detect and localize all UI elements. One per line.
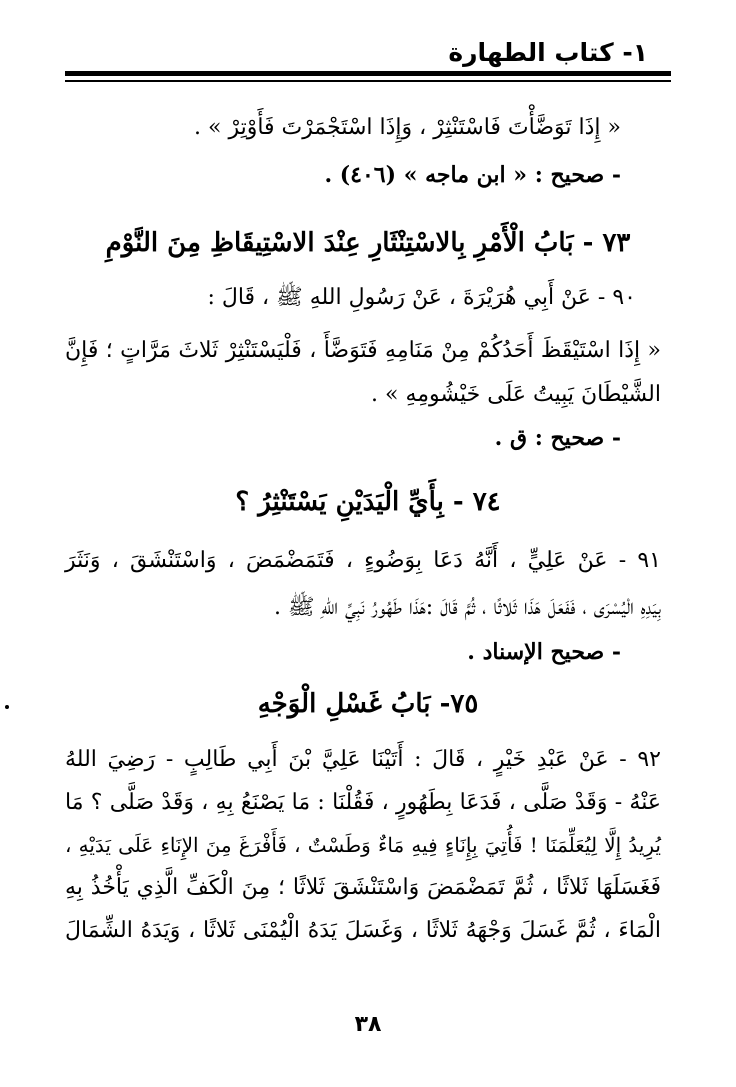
running-header: ١- كتاب الطهارة — [448, 38, 648, 67]
hadith-text-line: الْمَاءَ ، ثُمَّ غَسَلَ وَجْهَهُ ثَلاثًا ، وَغَسَلَ يَدَهُ الْيُمْنَى ثَلاثًا ، وَيَدَهُ الشِّمَالَ — [65, 918, 662, 943]
chapter-heading-73: ٧٣ - بَابُ الْأَمْرِ بِالاسْتِنْثَارِ عِنْدَ الاسْتِيقَاظِ مِنَ النَّوْمِ — [105, 228, 631, 258]
grading-line: - صحيح الإسناد . — [467, 639, 621, 665]
hadith-text-line: عَنْهُ - وَقَدْ صَلَّى ، فَدَعَا بِطَهُورٍ ، فَقُلْنَا : مَا يَصْنَعُ بِهِ ، وَقَدْ صَلَّى ؟ مَا — [65, 790, 661, 815]
chapter-heading-75: ٧٥- بَابُ غَسْلِ الْوَجْهِ — [257, 689, 479, 719]
header-rule-thick — [65, 71, 671, 76]
grading-line: - صحيح : ق . — [494, 425, 621, 451]
hadith-text-line: بِيَدِهِ الْيُسْرَى ، فَفَعَلَ هَذَا ثَلاثًا ، ثُمَّ قَالَ :هَذَا طَهُورُ نَبِيِّ اللهِ ﷺ . — [273, 595, 661, 620]
chapter-heading-74: ٧٤ - بِأَيِّ الْيَدَيْنِ يَسْتَنْثِرُ ؟ — [235, 487, 501, 517]
hadith-text-line: « إِذَا اسْتَيْقَظَ أَحَدُكُمْ مِنْ مَنَامِهِ فَتَوَضَّأَ ، فَلْيَسْتَنْثِرْ ثَلاثَ مَرَّاتٍ ؛ فَإِنَّ — [65, 338, 661, 363]
hadith-text-line: يُرِيدُ إِلَّا لِيُعَلِّمَنَا ! فَأُتِيَ بِإِنَاءٍ فِيهِ مَاءٌ وَطَسْتٌ ، فَأَفْرَغَ مِنَ الإِنَاءِ عَلَى يَدَيْهِ ، — [65, 833, 661, 857]
page-number: ٣٨ — [354, 1012, 382, 1037]
grading-line: - صحيح : « ابن ماجه » (٤٠٦) . — [324, 162, 621, 188]
hadith-text-line: ٩١ - عَنْ عَلِيٍّ ، أَنَّهُ دَعَا بِوَضُوءٍ ، فَتَمَضْمَضَ ، وَاسْتَنْشَقَ ، وَنَثَرَ — [65, 548, 661, 573]
hadith-text-line: الشَّيْطَانَ يَبِيتُ عَلَى خَيْشُومِهِ » . — [371, 382, 661, 407]
hadith-text-line: ٩٢ - عَنْ عَبْدِ خَيْرٍ ، قَالَ : أَتَيْنَا عَلِيَّ بْنَ أَبِي طَالِبٍ - رَضِيَ اللهُ — [65, 747, 661, 772]
margin-mark — [5, 705, 9, 709]
hadith-text-line: فَغَسَلَهَا ثَلاثًا ، ثُمَّ تَمَضْمَضَ وَاسْتَنْشَقَ ثَلاثًا ؛ مِنَ الْكَفِّ الَّذِي يَأْخُذُ بِهِ — [65, 875, 661, 900]
hadith-text-line: « إِذَا تَوَضَّأْتَ فَاسْتَنْثِرْ ، وَإِذَا اسْتَجْمَرْتَ فَأَوْتِرْ » . — [194, 115, 621, 140]
hadith-text-line: ٩٠ - عَنْ أَبِي هُرَيْرَةَ ، عَنْ رَسُولِ اللهِ ﷺ ، قَالَ : — [207, 285, 636, 310]
header-rule-thin — [65, 80, 671, 82]
